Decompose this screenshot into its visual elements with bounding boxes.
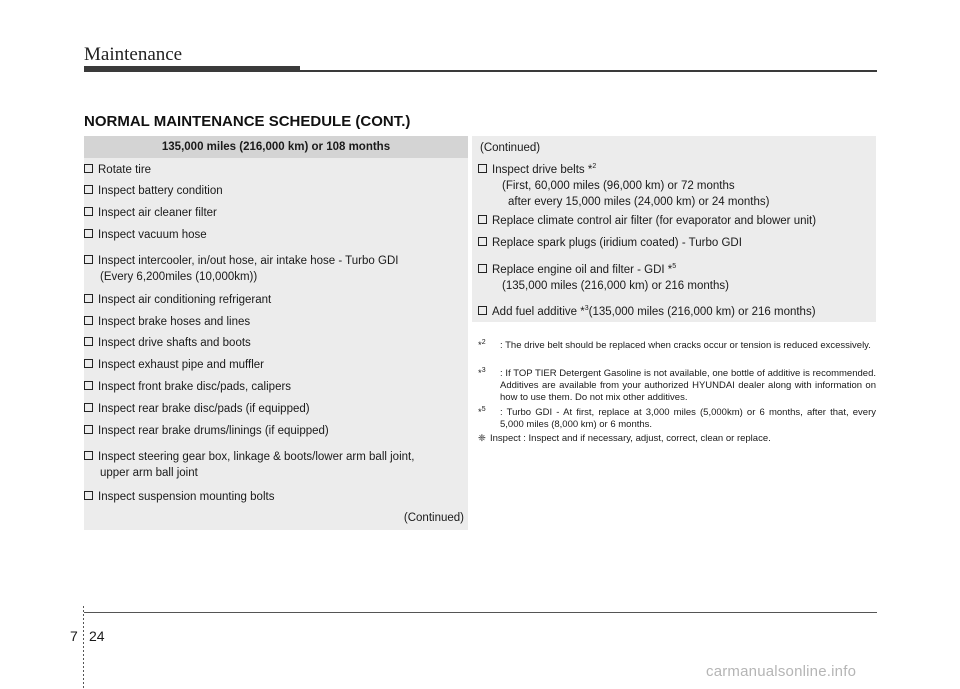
footer-rule xyxy=(84,612,877,613)
list-item: Inspect steering gear box, linkage & boots/lower arm ball joint, upper arm ball joint xyxy=(84,449,414,481)
list-item: Inspect suspension mounting bolts xyxy=(84,489,274,505)
list-item: Inspect rear brake drums/linings (if equipped) xyxy=(84,423,329,439)
checkbox-icon xyxy=(478,215,487,224)
checkbox-icon xyxy=(478,237,487,246)
chapter-number: 7 xyxy=(70,628,78,644)
list-item: Inspect front brake disc/pads, calipers xyxy=(84,379,291,395)
checkbox-icon xyxy=(84,491,93,500)
header-rule-thick xyxy=(84,66,300,72)
continued-label: (Continued) xyxy=(403,512,464,524)
checkbox-icon xyxy=(84,207,93,216)
footnote: *$^2$ : The drive belt should be replaced when cracks occur or tension is reduced excessively. xyxy=(478,338,871,351)
list-item: Inspect rear brake disc/pads (if equipped) xyxy=(84,401,310,417)
checkbox-icon xyxy=(478,164,487,173)
right-schedule-panel xyxy=(472,136,876,322)
checkbox-icon xyxy=(478,306,487,315)
asterism-icon: ❈ xyxy=(478,433,486,444)
list-item: Inspect intercooler, in/out hose, air intake hose - Turbo GDI (Every 6,200miles (10,000km)) xyxy=(84,253,398,285)
checkbox-icon xyxy=(84,381,93,390)
list-item: Inspect vacuum hose xyxy=(84,227,207,243)
list-item: Add fuel additive *$^3$(135,000 miles (216,000 km) or 216 months) xyxy=(478,304,816,320)
list-item: Rotate tire xyxy=(84,162,151,178)
checkbox-icon xyxy=(84,403,93,412)
list-item: Inspect air conditioning refrigerant xyxy=(84,292,271,308)
header-title: Maintenance xyxy=(84,44,183,65)
header-rule-thin xyxy=(300,70,877,72)
watermark: carmanualsonline.info xyxy=(706,663,857,680)
list-item: Replace climate control air filter (for evaporator and blower unit) xyxy=(478,213,816,229)
list-item: Replace spark plugs (iridium coated) - Turbo GDI xyxy=(478,235,742,251)
checkbox-icon xyxy=(84,337,93,346)
page-number: 24 xyxy=(89,628,105,644)
checkbox-icon xyxy=(84,164,93,173)
checkbox-icon xyxy=(84,451,93,460)
list-item: Replace engine oil and filter - GDI *$^5$ (135,000 miles (216,000 km) or 216 months) xyxy=(478,262,729,294)
footer-divider xyxy=(83,606,84,688)
list-item: Inspect air cleaner filter xyxy=(84,205,217,221)
checkbox-icon xyxy=(84,316,93,325)
checkbox-icon xyxy=(84,294,93,303)
list-item: Inspect drive shafts and boots xyxy=(84,335,251,351)
footnote: ❈ Inspect : Inspect and if necessary, adjust, correct, clean or replace. xyxy=(478,433,771,444)
list-item: Inspect exhaust pipe and muffler xyxy=(84,357,264,373)
list-item: Inspect brake hoses and lines xyxy=(84,314,250,330)
checkbox-icon xyxy=(84,425,93,434)
checkbox-icon xyxy=(84,359,93,368)
list-item: Inspect drive belts *$^2$ (First, 60,000 miles (96,000 km) or 72 months after every 15,000 miles (24,000 km) or 24 months) xyxy=(478,162,769,210)
footnote: *$^3$ : If TOP TIER Detergent Gasoline is not available, one bottle of additive is recommended. Additives are available from your authorized HYUNDAI dealer along with information on how to use them. Do not mix other additives. xyxy=(478,366,876,403)
list-item: Inspect battery condition xyxy=(84,183,223,199)
checkbox-icon xyxy=(478,264,487,273)
checkbox-icon xyxy=(84,185,93,194)
left-schedule-panel xyxy=(84,136,468,530)
continued-label: (Continued) xyxy=(480,142,541,154)
section-title: NORMAL MAINTENANCE SCHEDULE (CONT.) xyxy=(84,113,411,130)
checkbox-icon xyxy=(84,229,93,238)
checkbox-icon xyxy=(84,255,93,264)
interval-heading: 135,000 miles (216,000 km) or 108 months xyxy=(84,136,468,158)
footnote: *$^5$ : Turbo GDI - At first, replace at 3,000 miles (5,000km) or 6 months, after that, every 5,000 miles (8,000 km) or 6 months. xyxy=(478,405,876,430)
